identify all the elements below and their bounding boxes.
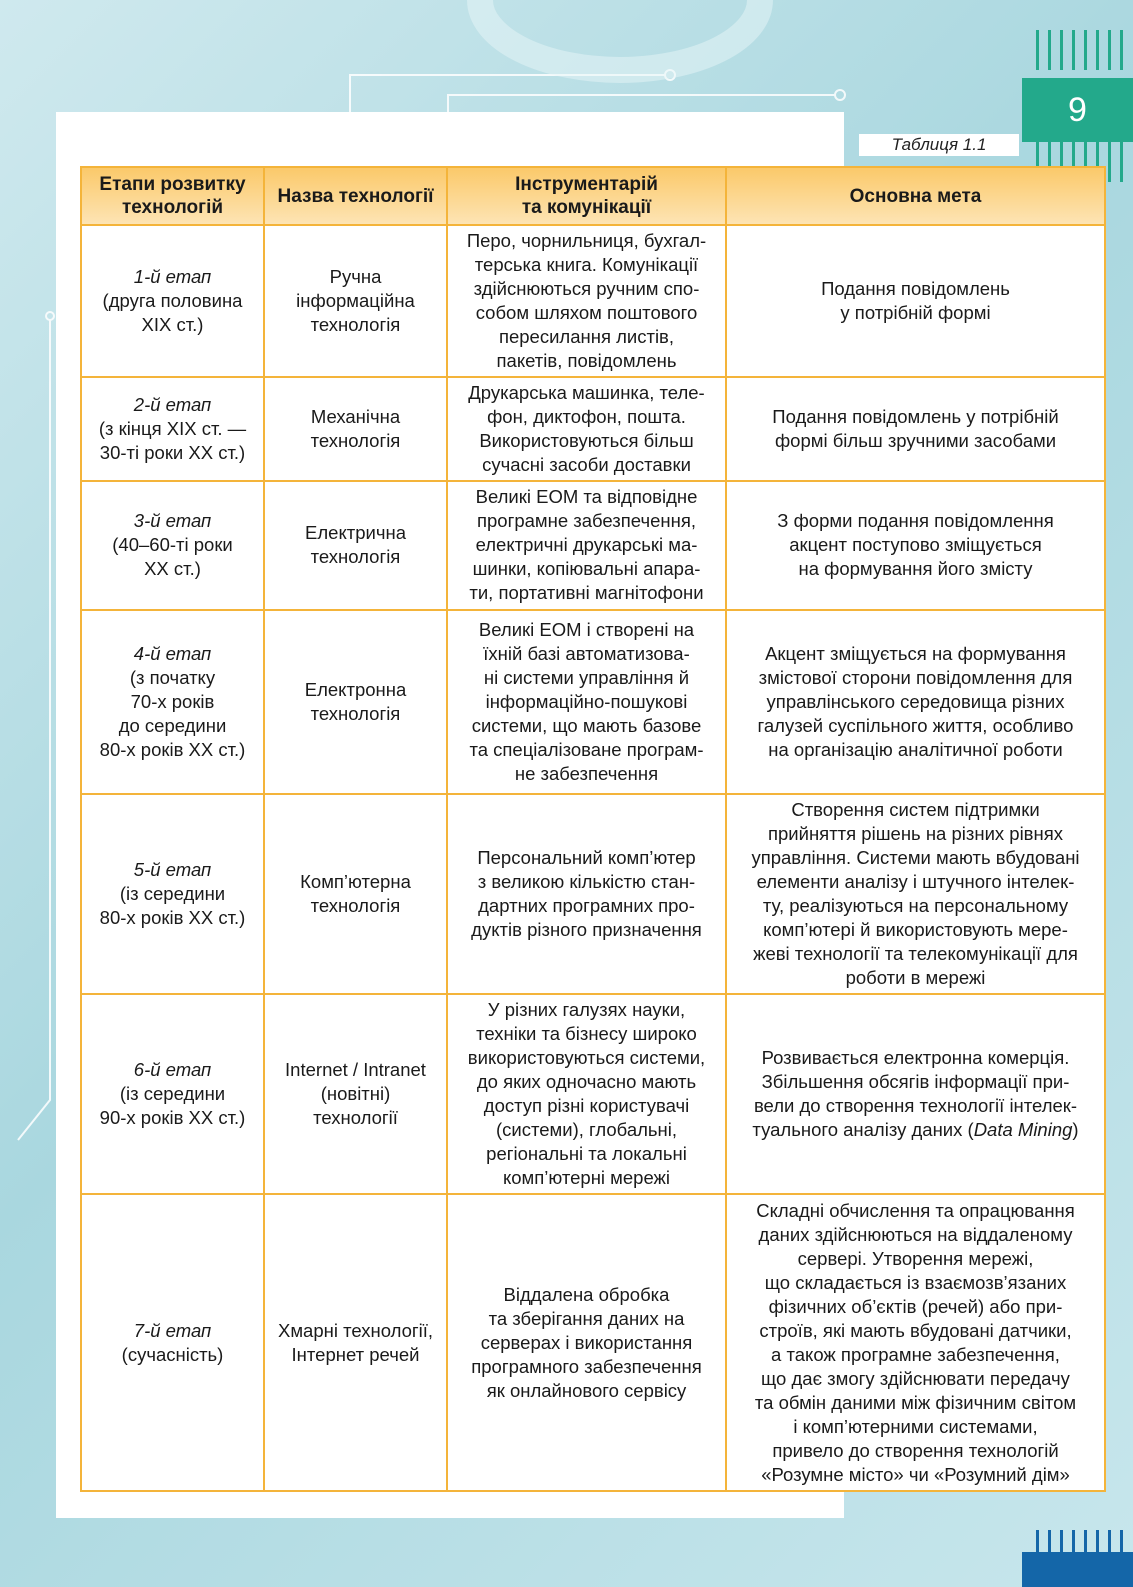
- stage-cell: [81, 610, 264, 794]
- table-row: [81, 1194, 1105, 1491]
- stage-name: 2-й етап: [133, 394, 212, 416]
- goal-text: Розвивається електронна комерція. Збільшення обсягів інформації при- вели до створення технології інтелек- туального аналізу даних (: [752, 1047, 1078, 1141]
- footer-chip-decoration: [1022, 1552, 1133, 1587]
- goal-cell: Складні обчислення та опрацювання даних здійснюються на віддаленому сервері. Утворення мережі, що складається із взаємозв’язаних фізичних об’єктів (речей) або при- строїв, які мають вбудовані датчики, а також програмне забезпечення, що дає змогу здійснювати передачу та обмін даними між фізичним світом і комп’ютерними системами, привело до створення технологій «Розумне місто» чи «Розумний дім»: [726, 1194, 1105, 1491]
- stage-cell: [81, 1194, 264, 1491]
- stage-period: (із середини 90-х років XX ст.): [99, 1083, 246, 1129]
- goal-cell: Подання повідомлень у потрібній формі більш зручними засобами: [726, 377, 1105, 481]
- stage-cell: [81, 225, 264, 377]
- stage-period: (із середини 80-х років XX ст.): [99, 883, 246, 929]
- tools-cell: Друкарська машинка, теле- фон, диктофон, пошта. Використовуються більш сучасні засоби доставки: [447, 377, 726, 481]
- technology-cell: Електрична технологія: [264, 481, 447, 609]
- technology-cell: Комп’ютерна технологія: [264, 794, 447, 994]
- tools-cell: Великі ЕОМ та відповідне програмне забезпечення, електричні друкарські ма- шинки, копіювальні апара- ти, портативні магнітофони: [447, 481, 726, 609]
- stage-cell: [81, 794, 264, 994]
- stage-cell: [81, 481, 264, 609]
- table-caption: Таблиця 1.1: [859, 134, 1019, 156]
- footer-chip-pins-decoration: [1036, 1530, 1133, 1554]
- goal-cell: Акцент зміщується на формування змістової сторони повідомлення для управлінського середовища різних галузей суспільного життя, особливо на організацію аналітичної роботи: [726, 610, 1105, 794]
- stage-period: (з початку 70-х років до середини 80-х років XX ст.): [99, 666, 246, 760]
- header-stages: Етапи розвитку технологій: [81, 167, 264, 225]
- goal-cell: З форми подання повідомлення акцент поступово зміщується на формування його змісту: [726, 481, 1105, 609]
- tools-cell: Персональний комп’ютер з великою кількістю стан- дартних програмних про- дуктів різного призначення: [447, 794, 726, 994]
- stage-name: 1-й етап: [133, 266, 212, 288]
- stage-period: (з кінця XIX ст. — 30-ті роки XX ст.): [98, 418, 247, 464]
- table-row: [81, 610, 1105, 794]
- stage-name: 5-й етап: [133, 859, 212, 881]
- tools-cell: У різних галузях науки, техніки та бізнесу широко використовуються системи, до яких одночасно мають доступ різні користувачі (системи), глобальні, регіональні та локальні комп’ютерні мережі: [447, 994, 726, 1194]
- goal-cell: [726, 994, 1105, 1194]
- page-number: 9: [1068, 90, 1087, 129]
- tools-cell: Великі ЕОМ і створені на їхній базі автоматизова- ні системи управління й інформаційно-пошукові системи, що мають базове та спеціалізоване програм- не забезпечення: [447, 610, 726, 794]
- stage-name: 7-й етап: [133, 1319, 212, 1341]
- table-row: [81, 794, 1105, 994]
- table-row: [81, 225, 1105, 377]
- header-main-goal: Основна мета: [726, 167, 1105, 225]
- goal-cell: Подання повідомлень у потрібній формі: [726, 225, 1105, 377]
- technology-stages-table: [80, 166, 1106, 1492]
- technology-cell: Internet / Intranet (новітні) технології: [264, 994, 447, 1194]
- stage-cell: [81, 994, 264, 1194]
- table-row: [81, 994, 1105, 1194]
- stage-period: (40–60-ті роки XX ст.): [112, 534, 233, 580]
- header-tools-communications: Інструментарій та комунікації: [447, 167, 726, 225]
- goal-text-end: ): [1072, 1119, 1079, 1141]
- technology-cell: Ручна інформаційна технологія: [264, 225, 447, 377]
- tools-cell: Перо, чорнильниця, бухгал- терська книга. Комунікації здійснюються ручним спо- собом шляхом поштового пересилання листів, пакетів, повідомлень: [447, 225, 726, 377]
- table-row: [81, 481, 1105, 609]
- stage-name: 4-й етап: [133, 642, 212, 664]
- stage-period: (друга половина XIX ст.): [102, 290, 243, 336]
- technology-cell: Електронна технологія: [264, 610, 447, 794]
- stage-name: 6-й етап: [133, 1059, 212, 1081]
- stage-cell: [81, 377, 264, 481]
- tools-cell: Віддалена обробка та зберігання даних на серверах і використання програмного забезпечення як онлайнового сервісу: [447, 1194, 726, 1491]
- page-number-badge: [1022, 78, 1133, 142]
- header-technology-name: Назва технології: [264, 167, 447, 225]
- chip-pins-top-decoration: [1036, 30, 1133, 70]
- stage-name: 3-й етап: [133, 510, 212, 532]
- goal-cell: Створення систем підтримки прийняття рішень на різних рівнях управління. Системи мають вбудовані елементи аналізу і штучного інтелек- ту, реалізуються на персональному комп’ютері й використовують мере- жеві технології та телекомунікації для роботи в мережі: [726, 794, 1105, 994]
- stage-period: (сучасність): [121, 1343, 224, 1365]
- table-header-row: [81, 167, 1105, 225]
- technology-cell: Механічна технологія: [264, 377, 447, 481]
- technology-cell: Хмарні технології, Інтернет речей: [264, 1194, 447, 1491]
- table-row: [81, 377, 1105, 481]
- goal-emphasis: Data Mining: [973, 1119, 1073, 1141]
